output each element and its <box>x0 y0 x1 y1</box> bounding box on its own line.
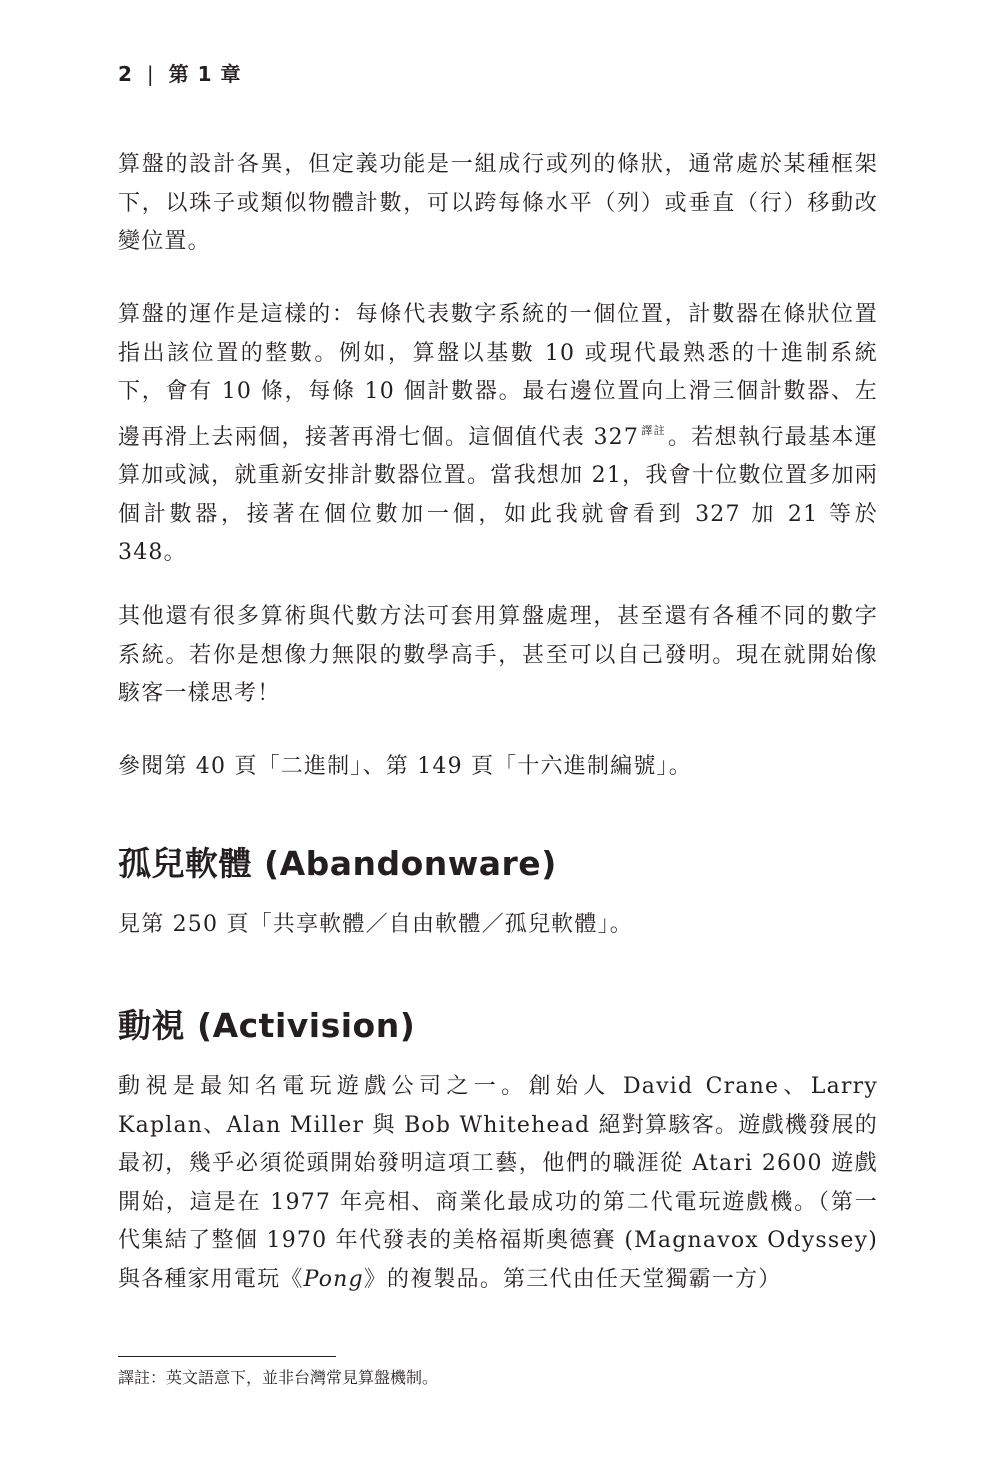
activision-body-part-1: 動視是最知名電玩遊戲公司之一。創始人 David Crane、Larry Kaplan、Alan Miller 與 Bob Whitehead 絕對算駭客。遊戲機發展的最初，幾乎必須從頭開始發明這項工藝，他們的職涯從 Atari 2600 遊戲開始，這是在 1977 年亮相、商業化最成功的第二代電玩遊戲機。（第一代集結了整個 1970 年代發表的美格福斯奧德賽 (Magnavox Odyssey) 與各種家用電玩《 <box>118 1074 878 1292</box>
page-number: 2 <box>118 62 133 86</box>
activision-body-part-2: 》的複製品。第三代由任天堂獨霸一方） <box>363 1266 782 1292</box>
abacus-paragraph-2 <box>118 296 878 573</box>
running-head <box>118 58 242 87</box>
activision-heading: 動視 (Activision) <box>118 1006 416 1045</box>
footnote-divider <box>118 1356 336 1357</box>
abandonware-body: 見第 250 頁「共享軟體／自由軟體／孤兒軟體」。 <box>118 912 633 937</box>
abacus-see-also: 參閱第 40 頁「二進制」、第 149 頁「十六進制編號」。 <box>118 754 692 779</box>
abacus-paragraph-2-part-1: 算盤的運作是這樣的：每條代表數字系統的一個位置，計數器在條狀位置指出該位置的整數。例如，算盤以基數 10 或現代最熟悉的十進制系統下，會有 10 條，每條 10 個計數器。最右邊位置向上滑三個計數器、左邊再滑上去兩個，接著再滑七個。這個值代表 327 <box>118 302 878 450</box>
translator-note-marker[interactable]: 譯註 <box>641 423 666 437</box>
pong-title: Pong <box>303 1266 364 1292</box>
abacus-paragraph-2-part-2: 。若想執行最基本運算加或減，就重新安排計數器位置。當我想加 21，我會十位數位置多加兩個計數器，接著在個位數加一個，如此我就會看到 327 加 21 等於 348。 <box>118 424 878 565</box>
chapter-label: 第 1 章 <box>168 62 242 86</box>
abacus-paragraph-1: 算盤的設計各異，但定義功能是一組成行或列的條狀，通常處於某種框架下，以珠子或類似物體計數，可以跨每條水平（列）或垂直（行）移動改變位置。 <box>118 152 878 254</box>
header-separator: | <box>146 62 155 86</box>
footnote: 譯註：英文語意下，並非台灣常見算盤機制。 <box>118 1368 439 1387</box>
activision-body <box>118 1068 878 1299</box>
abandonware-heading: 孤兒軟體 (Abandonware) <box>118 844 557 883</box>
book-page <box>118 0 878 1484</box>
abacus-paragraph-3: 其他還有很多算術與代數方法可套用算盤處理，甚至還有各種不同的數字系統。若你是想像力無限的數學高手，甚至可以自己發明。現在就開始像駭客一樣思考！ <box>118 604 878 706</box>
